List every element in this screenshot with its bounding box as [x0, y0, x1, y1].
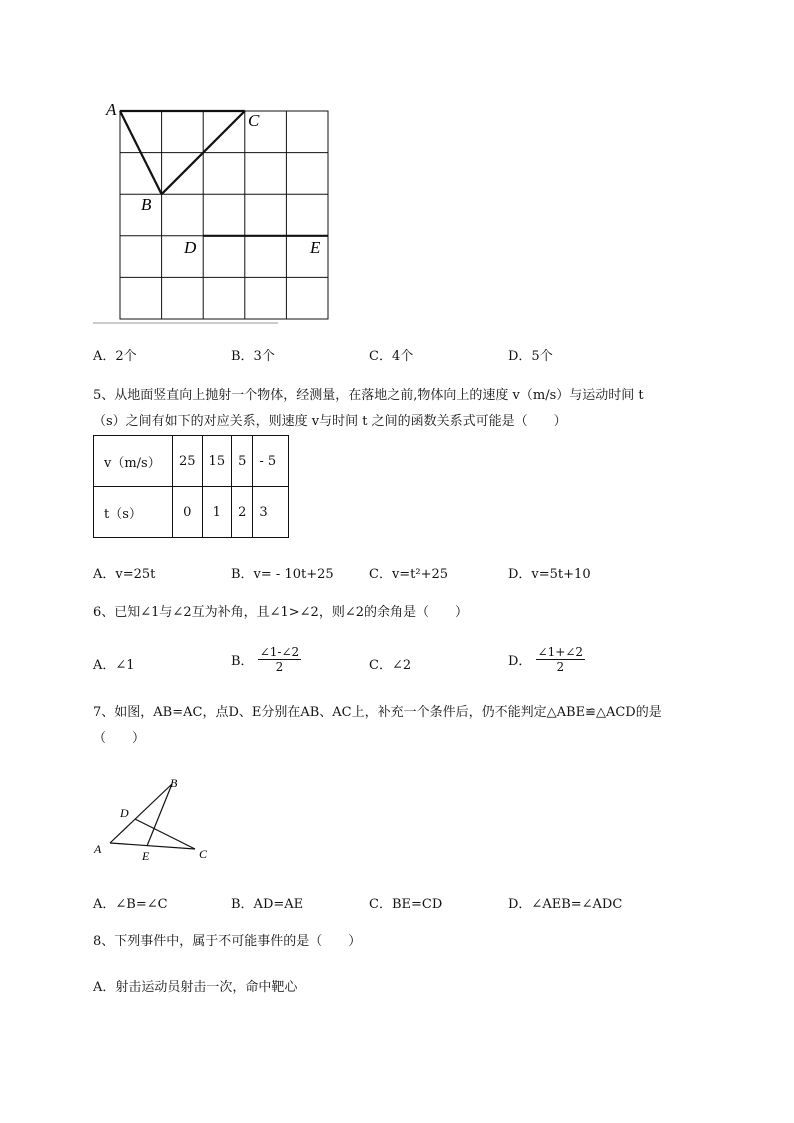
q4-option-a: A．2个 — [93, 349, 137, 364]
q6-option-d — [508, 645, 585, 674]
q6-option-d-label: D． — [508, 654, 532, 669]
q5-text-line1: 5、从地面竖直向上抛射一个物体，经测量，在落地之前,物体向上的速度 v（m/s）与运动时间 t — [93, 388, 644, 403]
q7-option-b: B．AD=AE — [231, 897, 304, 912]
table-row — [94, 487, 289, 538]
q8-text: 8、下列事件中，属于不可能事件的是（ ） — [93, 934, 362, 949]
table-cell: 0 — [173, 487, 203, 538]
q4-option-c: C．4个 — [369, 349, 414, 364]
table-cell: 15 — [202, 436, 232, 487]
q7-text-line2: （ ） — [93, 731, 146, 746]
fraction-numerator: ∠1+∠2 — [537, 645, 584, 659]
table-cell: 3 — [253, 487, 289, 538]
label-E: E — [310, 238, 321, 257]
table-cell: 2 — [232, 487, 253, 538]
q7-option-c: C．BE=CD — [369, 897, 443, 912]
velocity-time-table — [93, 435, 289, 538]
fraction-numerator: ∠1-∠2 — [259, 645, 300, 659]
q4-option-b: B．3个 — [231, 349, 275, 364]
q6-option-a: A．∠1 — [93, 658, 135, 673]
label-A: A — [94, 842, 102, 856]
table-header-v: v（m/s） — [94, 436, 173, 487]
q7-text-line1: 7、如图，AB=AC，点D、E分别在AB、AC上，补充一个条件后，仍不能判定△ABE≌△ACD的是 — [93, 705, 662, 720]
q5-option-d: D．v=5t+10 — [508, 567, 591, 582]
q6-option-d-fraction — [536, 645, 585, 674]
q6-option-b — [231, 645, 301, 674]
label-D: D — [120, 806, 129, 820]
triangle-figure — [88, 770, 228, 870]
label-C: C — [199, 847, 208, 861]
table-cell: 25 — [173, 436, 203, 487]
label-B: B — [141, 195, 152, 214]
q5-option-c: C．v=t²+25 — [369, 567, 449, 582]
q4-option-d: D．5个 — [508, 349, 553, 364]
table-row — [94, 436, 289, 487]
fraction-denominator: 2 — [556, 660, 565, 674]
q6-option-b-label: B． — [231, 654, 254, 669]
q6-option-b-fraction — [258, 645, 301, 674]
table-cell: - 5 — [253, 436, 289, 487]
grid-figure — [88, 95, 348, 335]
label-B: B — [170, 776, 178, 790]
label-A: A — [106, 100, 117, 119]
label-D: D — [184, 238, 197, 257]
q5-text-line2: （s）之间有如下的对应关系，则速度 v与时间 t 之间的函数关系式可能是（ ） — [93, 414, 567, 429]
fraction-denominator: 2 — [275, 660, 284, 674]
label-C: C — [248, 111, 260, 130]
table-cell: 1 — [202, 487, 232, 538]
q7-option-d: D．∠AEB=∠ADC — [508, 897, 623, 912]
table-header-t: t（s） — [94, 487, 173, 538]
q7-option-a: A．∠B=∠C — [93, 897, 168, 912]
q6-text: 6、已知∠1与∠2互为补角，且∠1>∠2，则∠2的余角是（ ） — [93, 605, 468, 620]
q8-option-a: A．射击运动员射击一次，命中靶心 — [93, 980, 298, 995]
q6-option-c: C．∠2 — [369, 658, 412, 673]
q5-option-b: B．v= - 10t+25 — [231, 567, 334, 582]
grid-lines — [120, 111, 328, 319]
table-cell: 5 — [232, 436, 253, 487]
label-E: E — [142, 849, 150, 863]
bold-segments — [120, 111, 328, 236]
q5-option-a: A．v=25t — [93, 567, 156, 582]
